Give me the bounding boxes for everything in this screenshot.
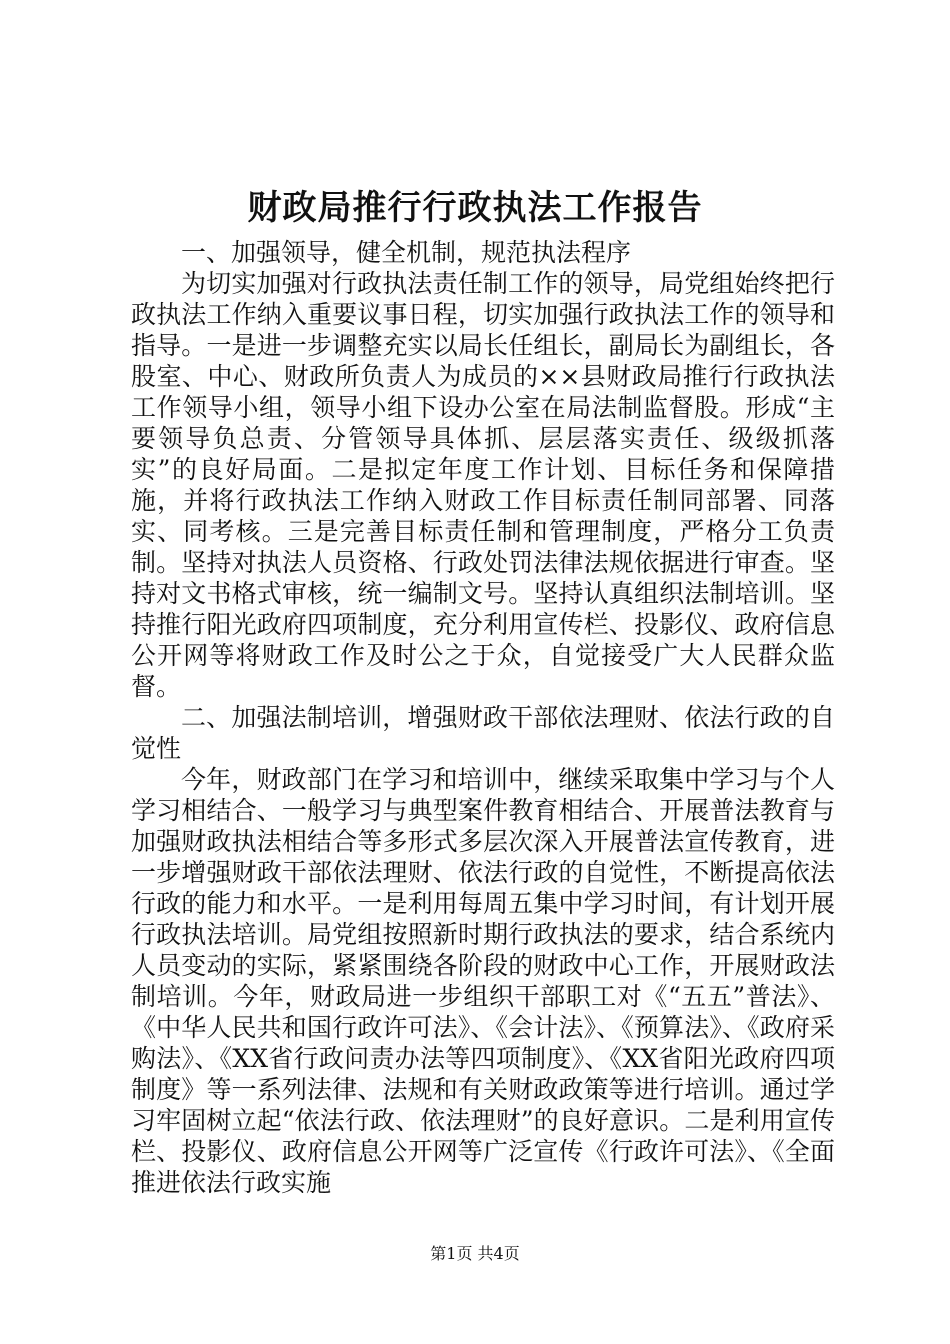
- paragraph-2: 今年，财政部门在学习和培训中，继续采取集中学习与个人学习相结合、一般学习与典型案件教育相结合、开展普法教育与加强财政执法相结合等多形式多层次深入开展普法宣传教育，进一步增强财政干部依法理财、依法行政的自觉性，不断提高依法行政的能力和水平。一是利用每周五集中学习时间，有计划开展行政执法培训。局党组按照新时期行政执法的要求，结合系统内人员变动的实际，紧紧围绕各阶段的财政中心工作，开展财政法制培训。今年，财政局进一步组织干部职工对《“五五”普法》、《中华人民共和国行政许可法》、《会计法》、《预算法》、《政府采购法》、《XX省行政问责办法等四项制度》、《XX省阳光政府四项制度》等一系列法律、法规和有关财政政策等进行培训。通过学习牢固树立起“依法行政、依法理财”的良好意识。二是利用宣传栏、投影仪、政府信息公开网等广泛宣传《行政许可法》、《全面推进依法行政实施: [131, 765, 835, 1197]
- document-body: [131, 237, 835, 1198]
- paragraph-1: 为切实加强对行政执法责任制工作的领导，局党组始终把行政执法工作纳入重要议事日程，切实加强行政执法工作的领导和指导。一是进一步调整充实以局长任组长，副局长为副组长，各股室、中心、财政所负责人为成员的××县财政局推行行政执法工作领导小组，领导小组下设办公室在局法制监督股。形成“主要领导负总责、分管领导具体抓、层层落实责任、级级抓落实”的良好局面。二是拟定年度工作计划、目标任务和保障措施，并将行政执法工作纳入财政工作目标责任制同部署、同落实、同考核。三是完善目标责任制和管理制度，严格分工负责制。坚持对执法人员资格、行政处罚法律法规依据进行审查。坚持对文书格式审核，统一编制文号。坚持认真组织法制培训。坚持推行阳光政府四项制度，充分利用宣传栏、投影仪、政府信息公开网等将财政工作及时公之于众，自觉接受广大人民群众监督。: [131, 269, 835, 701]
- document-title: 财政局推行行政执法工作报告: [247, 188, 703, 228]
- section-heading-2: 二、加强法制培训，增强财政干部依法理财、依法行政的自觉性: [131, 703, 835, 763]
- section-heading-1: 一、加强领导，健全机制，规范执法程序: [181, 238, 632, 267]
- page-footer: 第1页 共4页: [430, 1244, 520, 1263]
